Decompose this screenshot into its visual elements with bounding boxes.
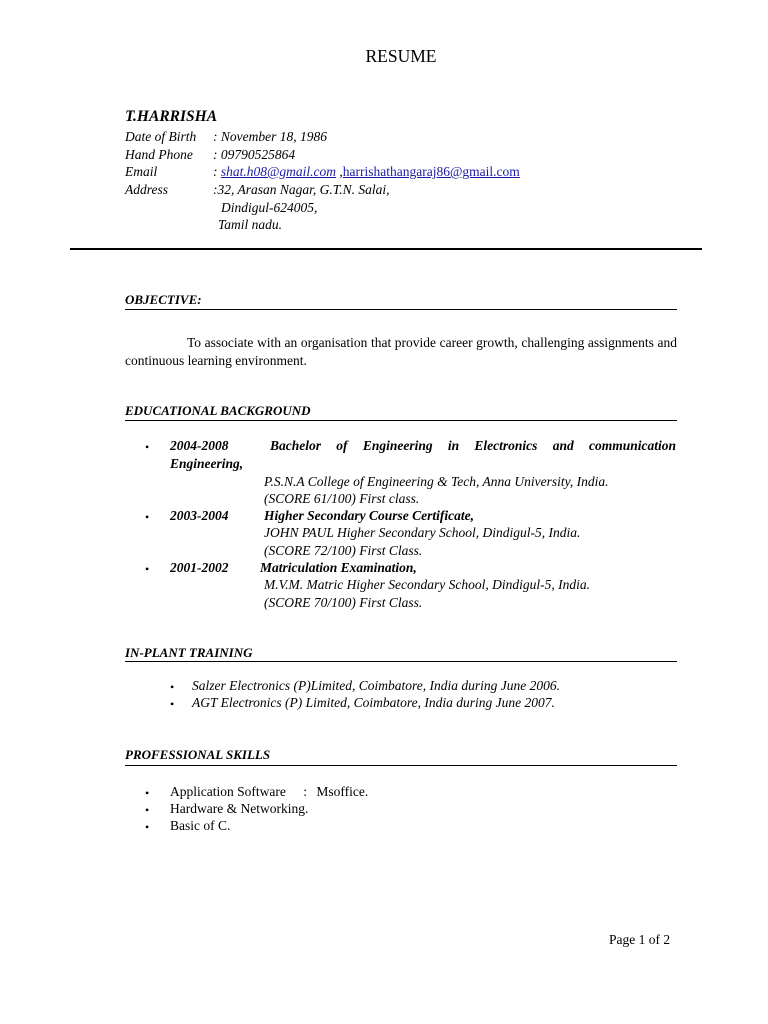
email-label: Email <box>125 164 158 179</box>
skills-rule <box>125 765 677 766</box>
phone-row <box>125 146 295 164</box>
bullet-icon: • <box>145 803 150 817</box>
training-heading: IN-PLANT TRAINING <box>125 645 253 660</box>
edu-score-2: (SCORE 72/100) First Class. <box>264 543 423 558</box>
training-item-1: Salzer Electronics (P)Limited, Coimbatore, India during June 2006. <box>192 678 560 693</box>
email-separator: , <box>336 164 343 179</box>
bullet-icon: • <box>145 510 150 524</box>
skills-heading: PROFESSIONAL SKILLS <box>125 747 271 762</box>
training-rule <box>125 661 677 662</box>
edu-years-3: 2001-2002 <box>170 560 229 575</box>
phone-value: : 09790525864 <box>213 147 296 162</box>
address-line3: Tamil nadu. <box>218 217 283 232</box>
bullet-icon: • <box>145 786 150 800</box>
edu-institution-2: JOHN PAUL Higher Secondary School, Dindigul-5, India. <box>264 525 581 540</box>
edu-degree-2: Higher Secondary Course Certificate, <box>264 508 474 523</box>
email-link-secondary[interactable]: harrishathangaraj86@gmail.com <box>342 164 520 179</box>
dob-value: : November 18, 1986 <box>213 129 327 144</box>
header-divider <box>70 248 702 250</box>
education-heading: EDUCATIONAL BACKGROUND <box>125 403 311 418</box>
address-line2: Dindigul-624005, <box>221 200 318 215</box>
edu-institution-1: P.S.N.A College of Engineering & Tech, Anna University, India. <box>264 474 609 489</box>
skill-separator: : <box>303 784 307 799</box>
objective-heading: OBJECTIVE: <box>125 292 202 307</box>
document-title: RESUME <box>365 46 437 66</box>
skill-item-2: Hardware & Networking. <box>170 801 309 816</box>
address-row <box>125 181 390 199</box>
edu-degree-3: Matriculation Examination, <box>260 560 417 575</box>
phone-label: Hand Phone <box>125 147 193 162</box>
edu-score-1: (SCORE 61/100) First class. <box>264 491 420 506</box>
address-label: Address <box>125 182 168 197</box>
objective-paragraph: To associate with an organisation that provide career growth, challenging assignments and continuous learning environment. <box>125 335 677 368</box>
skill-item-3: Basic of C. <box>170 818 231 833</box>
objective-rule <box>125 309 677 310</box>
skill-label: Application Software <box>170 784 286 799</box>
dob-label: Date of Birth <box>125 129 197 144</box>
email-link-primary[interactable]: shat.h08@gmail.com <box>220 164 337 179</box>
address-line1: :32, Arasan Nagar, G.T.N. Salai, <box>213 182 390 197</box>
email-colon: : <box>213 164 218 179</box>
edu-years-1: 2004-2008 <box>170 438 229 453</box>
bullet-icon: • <box>170 680 175 694</box>
skill-item-1 <box>170 784 368 800</box>
bullet-icon: • <box>145 820 150 834</box>
dob-row <box>125 128 327 146</box>
education-rule <box>125 420 677 421</box>
edu-years-2: 2003-2004 <box>170 508 229 523</box>
edu-degree-1-cont: Engineering, <box>170 456 244 471</box>
training-item-2: AGT Electronics (P) Limited, Coimbatore, India during June 2007. <box>192 695 555 710</box>
skill-value: Msoffice. <box>316 784 369 799</box>
email-row <box>125 163 520 181</box>
page-number: Page 1 of 2 <box>609 932 671 947</box>
candidate-name: T.HARRISHA <box>125 108 218 125</box>
edu-degree-1: Bachelor of Engineering in Electronics and communication <box>270 438 676 453</box>
objective-text <box>125 334 677 370</box>
bullet-icon: • <box>145 562 150 576</box>
bullet-icon: • <box>170 697 175 711</box>
edu-score-3: (SCORE 70/100) First Class. <box>264 595 423 610</box>
bullet-icon: • <box>145 440 150 454</box>
edu-institution-3: M.V.M. Matric Higher Secondary School, Dindigul-5, India. <box>264 577 590 592</box>
